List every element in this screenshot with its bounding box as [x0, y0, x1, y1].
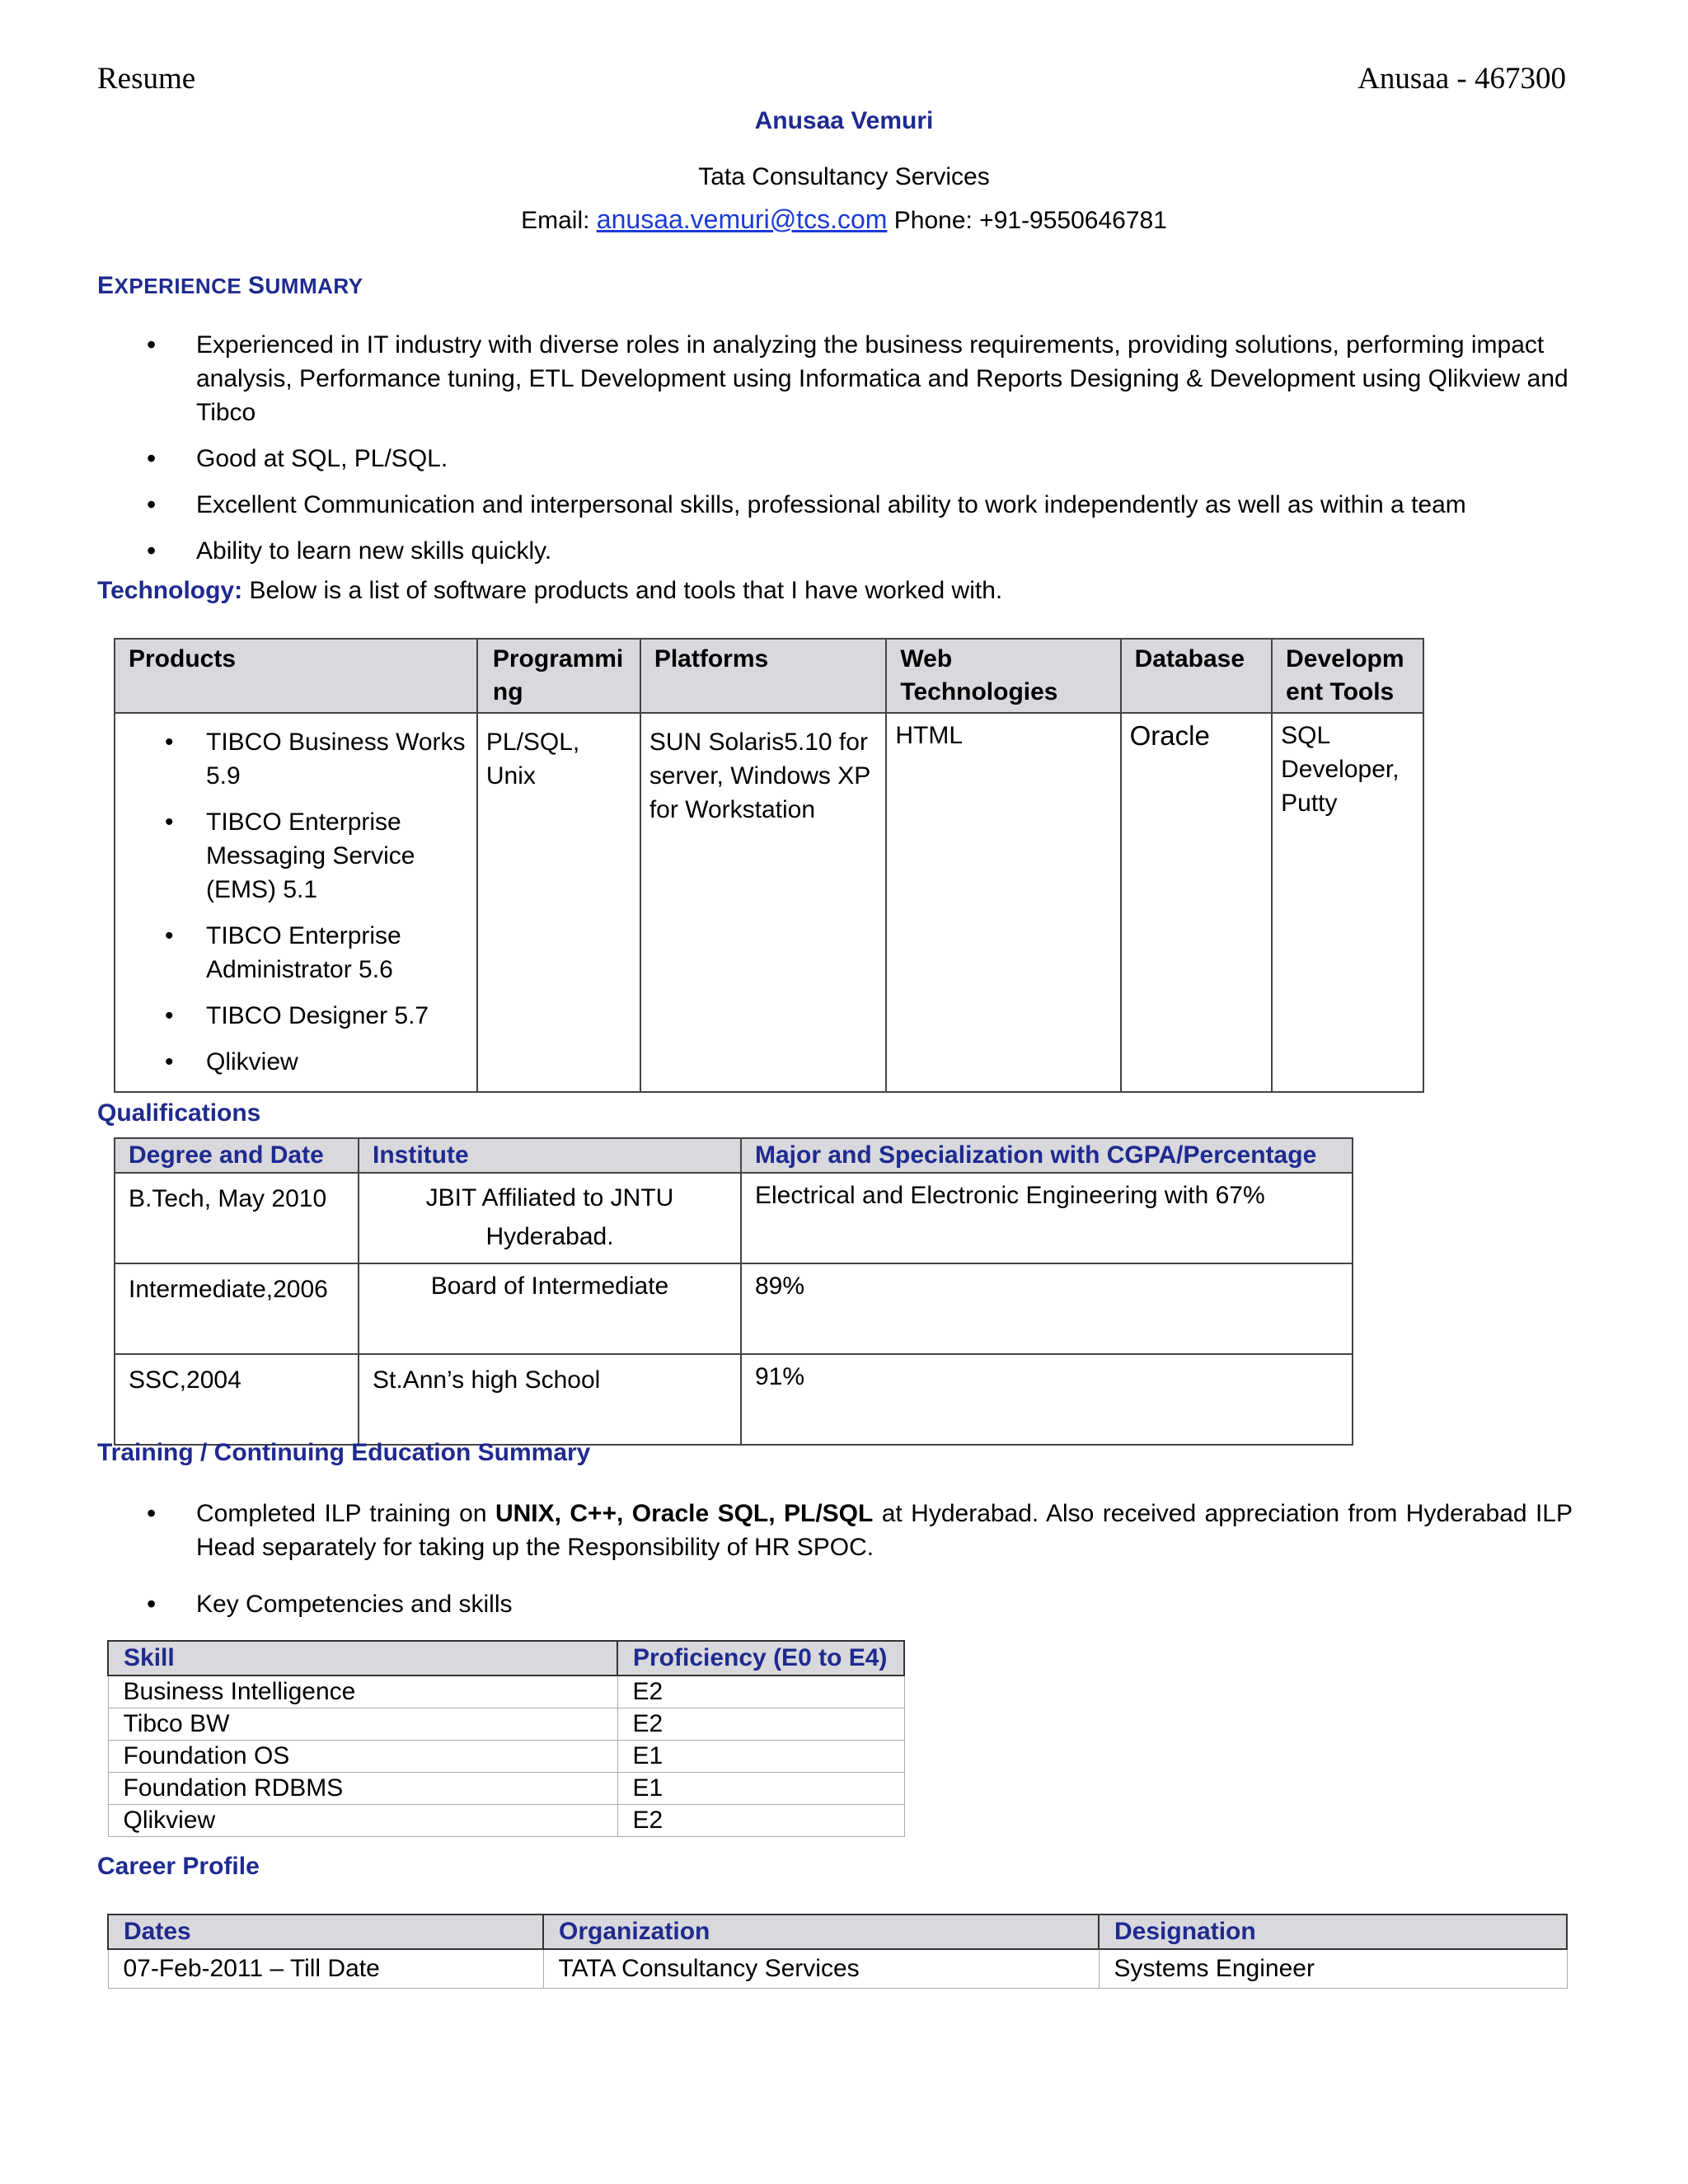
- platforms-cell: SUN Solaris5.10 for server, Windows XP for Workstation: [640, 713, 887, 1092]
- qualifications-title: Qualifications: [97, 1099, 261, 1127]
- table-row: Business Intelligence E2: [108, 1675, 904, 1708]
- col-dates: Dates: [108, 1915, 543, 1949]
- header-right: Anusaa - 467300: [1357, 62, 1566, 96]
- training-list: [97, 1497, 1573, 1633]
- table-row: B.Tech, May 2010 JBIT Affiliated to JNTU Hyderabad. Electrical and Electronic Engineering with 67%: [115, 1173, 1353, 1263]
- list-item: • TIBCO Business Works 5.9: [115, 725, 468, 793]
- col-skill: Skill: [108, 1641, 617, 1675]
- list-item: • Excellent Communication and interpersonal skills, professional ability to work independently as well as within a team: [97, 488, 1573, 522]
- list-item: • Key Competencies and skills: [97, 1587, 1573, 1621]
- email-label: Email:: [521, 207, 590, 234]
- company-name: Tata Consultancy Services: [698, 163, 990, 190]
- table-row: Intermediate,2006 Board of Intermediate 89%: [115, 1263, 1353, 1354]
- products-list: [115, 725, 468, 1079]
- phone-text: Phone: +91-9550646781: [893, 207, 1167, 234]
- col-major: Major and Specialization with CGPA/Percentage: [741, 1138, 1353, 1173]
- table-row: Qlikview E2: [108, 1805, 904, 1837]
- col-products: Products: [115, 639, 477, 713]
- career-profile-title: Career Profile: [97, 1853, 260, 1880]
- training-title: Training / Continuing Education Summary: [97, 1439, 591, 1466]
- experience-summary-title: EXPERIENCE SUMMARY: [97, 272, 363, 299]
- list-item: • TIBCO Designer 5.7: [115, 999, 468, 1033]
- programming-cell: PL/SQL, Unix: [477, 713, 640, 1092]
- table-row: Tibco BW E2: [108, 1708, 904, 1741]
- tools-cell: SQL Developer, Putty: [1272, 713, 1423, 1092]
- technology-table: [114, 638, 1424, 1093]
- qualifications-table: [114, 1137, 1353, 1446]
- col-programming: Programmi ng: [477, 639, 640, 713]
- col-proficiency: Proficiency (E0 to E4): [617, 1641, 904, 1675]
- table-row: Foundation OS E1: [108, 1741, 904, 1773]
- contact-line: [0, 204, 1688, 235]
- products-cell: [115, 713, 477, 1092]
- career-table: [107, 1914, 1568, 1989]
- skills-table: [107, 1640, 905, 1837]
- person-name: Anusaa Vemuri: [754, 107, 934, 134]
- list-item: • TIBCO Enterprise Administrator 5.6: [115, 919, 468, 987]
- header-left: Resume: [97, 62, 196, 96]
- database-cell: Oracle: [1121, 713, 1273, 1092]
- list-item: • Completed ILP training on UNIX, C++, Oracle SQL, PL/SQL at Hyderabad. Also received appreciation from Hyderabad ILP Head separately for taking up the Responsibility of HR SPOC.: [97, 1497, 1573, 1564]
- col-web: Web Technologies: [886, 639, 1120, 713]
- list-item: • Ability to learn new skills quickly.: [97, 534, 1573, 568]
- table-row: Foundation RDBMS E1: [108, 1773, 904, 1805]
- col-database: Database: [1121, 639, 1273, 713]
- technology-text: Below is a list of software products and tools that I have worked with.: [242, 577, 1003, 604]
- list-item: • Qlikview: [115, 1045, 468, 1079]
- experience-list: [97, 328, 1573, 580]
- email-link[interactable]: anusaa.vemuri@tcs.com: [596, 204, 888, 234]
- col-organization: Organization: [543, 1915, 1099, 1949]
- col-designation: Designation: [1099, 1915, 1567, 1949]
- col-institute: Institute: [359, 1138, 741, 1173]
- technology-label: Technology:: [97, 577, 243, 604]
- table-row: 07-Feb-2011 – Till Date TATA Consultancy Services Systems Engineer: [108, 1949, 1567, 1989]
- technology-intro: [97, 577, 1002, 605]
- list-item: • TIBCO Enterprise Messaging Service (EMS) 5.1: [115, 805, 468, 907]
- col-tools: Developm ent Tools: [1272, 639, 1423, 713]
- col-platforms: Platforms: [640, 639, 887, 713]
- table-row: SSC,2004 St.Ann’s high School 91%: [115, 1354, 1353, 1445]
- list-item: • Experienced in IT industry with diverse roles in analyzing the business requirements, providing solutions, performing impact analysis, Performance tuning, ETL Development using Informatica and Reports Designing & Development using Qlikview and Tibco: [97, 328, 1573, 429]
- col-degree: Degree and Date: [115, 1138, 359, 1173]
- web-cell: HTML: [886, 713, 1120, 1092]
- list-item: • Good at SQL, PL/SQL.: [97, 442, 1573, 476]
